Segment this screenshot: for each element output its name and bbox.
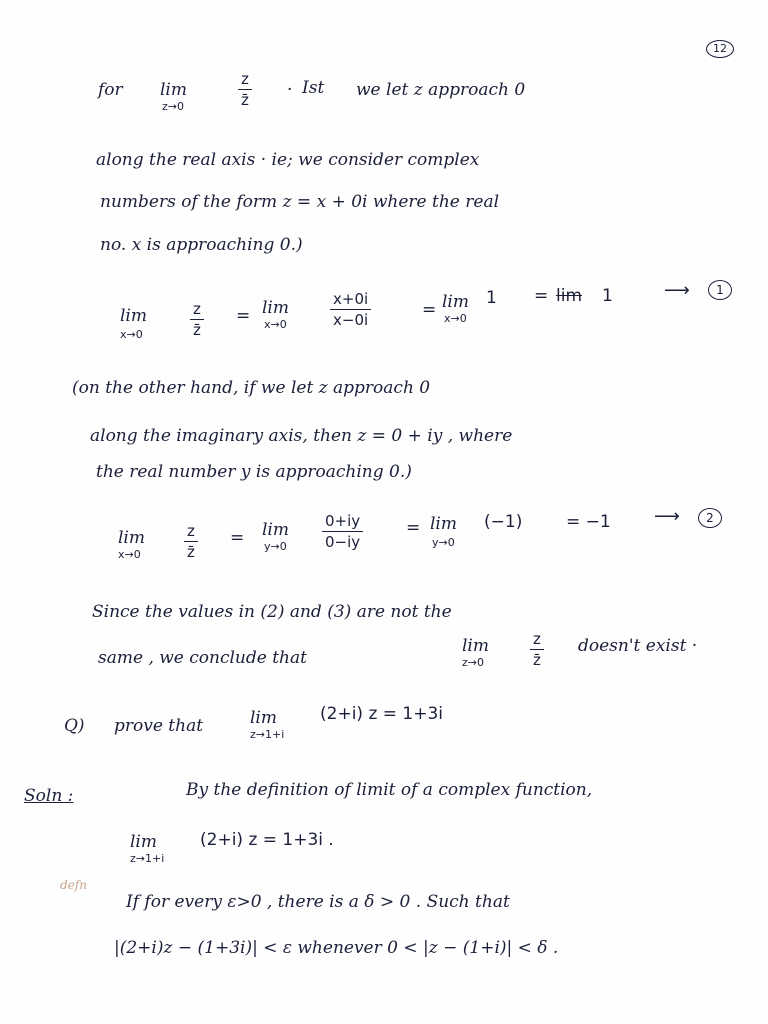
eq1-tag: 1 bbox=[708, 280, 732, 300]
line10-lim: lim bbox=[130, 832, 157, 852]
fraction-z-over-zbar: z z̄ bbox=[238, 70, 252, 109]
dot: · bbox=[287, 80, 293, 100]
text-line-9-post: doesn't exist · bbox=[578, 636, 698, 656]
eq2-frac1: z z̄ bbox=[184, 522, 198, 561]
question-expr: (2+i) z = 1+3i bbox=[320, 704, 444, 724]
text-line-4: no. x is approaching 0.) bbox=[100, 235, 303, 255]
lim-subscript: z→0 bbox=[162, 100, 184, 113]
eq2-equals-a: = bbox=[230, 528, 245, 548]
eq2-arrow: ⟶ bbox=[654, 506, 680, 527]
eq1-frac1: z z̄ bbox=[190, 300, 204, 339]
text-line-2: along the real axis · ie; we consider complex bbox=[96, 150, 480, 170]
question-lim: lim bbox=[250, 708, 277, 728]
text-line-5: (on the other hand, if we let z approach 0 bbox=[72, 378, 431, 398]
eq1-sub2: x→0 bbox=[264, 318, 287, 331]
eq1-val4: 1 bbox=[602, 286, 613, 306]
solution-label: Soln : bbox=[24, 786, 74, 806]
eq1-lim2: lim bbox=[262, 298, 289, 318]
eq2-sub3: y→0 bbox=[432, 536, 455, 549]
eq1-lim1: lim bbox=[120, 306, 147, 326]
line10-lim-sub: z→1+i bbox=[130, 852, 165, 865]
for-word: for bbox=[98, 80, 123, 100]
definition-margin-note: defn bbox=[60, 878, 87, 892]
line9-fraction: z z̄ bbox=[530, 630, 544, 669]
text-line-12: |(2+i)z − (1+3i)| < ε whenever 0 < |z − (1+i)| < δ . bbox=[114, 938, 559, 958]
eq1-arrow: ⟶ bbox=[664, 280, 690, 301]
eq1-equals-c: = bbox=[534, 286, 549, 306]
eq1-equals-a: = bbox=[236, 306, 251, 326]
question-text: prove that bbox=[114, 716, 204, 736]
eq1-lim3: lim bbox=[442, 292, 469, 312]
eq1-val3: 1 bbox=[486, 288, 497, 308]
line9-lim: lim bbox=[462, 636, 489, 656]
text-line-7: the real number y is approaching 0.) bbox=[96, 462, 412, 482]
eq1-frac2: x+0i x−0i bbox=[330, 290, 371, 329]
eq2-val3: (−1) bbox=[484, 512, 523, 532]
eq2-lim3: lim bbox=[430, 514, 457, 534]
eq2-lim2: lim bbox=[262, 520, 289, 540]
text-line-8: Since the values in (2) and (3) are not the bbox=[92, 602, 452, 622]
eq2-sub1: x→0 bbox=[118, 548, 141, 561]
eq1-crossed-out: lim bbox=[556, 286, 583, 306]
first-label: Ist bbox=[302, 78, 325, 98]
solution-intro: By the definition of limit of a complex function, bbox=[186, 780, 593, 800]
question-lim-sub: z→1+i bbox=[250, 728, 285, 741]
eq2-equals-c: = −1 bbox=[566, 512, 611, 532]
text-line-11: If for every ε>0 , there is a δ > 0 . Such that bbox=[126, 892, 510, 912]
line1-rest: we let z approach 0 bbox=[356, 80, 526, 100]
eq2-tag: 2 bbox=[698, 508, 722, 528]
line10-expr: (2+i) z = 1+3i . bbox=[200, 830, 334, 850]
page-number: 12 bbox=[706, 40, 734, 58]
eq2-frac2: 0+iy 0−iy bbox=[322, 512, 363, 551]
lim-text: lim bbox=[160, 80, 187, 100]
eq1-sub1: x→0 bbox=[120, 328, 143, 341]
text-line-9-pre: same , we conclude that bbox=[98, 648, 307, 668]
text-line-3: numbers of the form z = x + 0i where the real bbox=[100, 192, 500, 212]
text-line-6: along the imaginary axis, then z = 0 + iy , where bbox=[90, 426, 513, 446]
eq2-sub2: y→0 bbox=[264, 540, 287, 553]
eq2-lim1: lim bbox=[118, 528, 145, 548]
eq1-equals-b: = bbox=[422, 300, 437, 320]
eq1-sub3: x→0 bbox=[444, 312, 467, 325]
eq2-equals-b: = bbox=[406, 518, 421, 538]
line9-lim-sub: z→0 bbox=[462, 656, 484, 669]
question-label: Q) bbox=[64, 716, 85, 736]
